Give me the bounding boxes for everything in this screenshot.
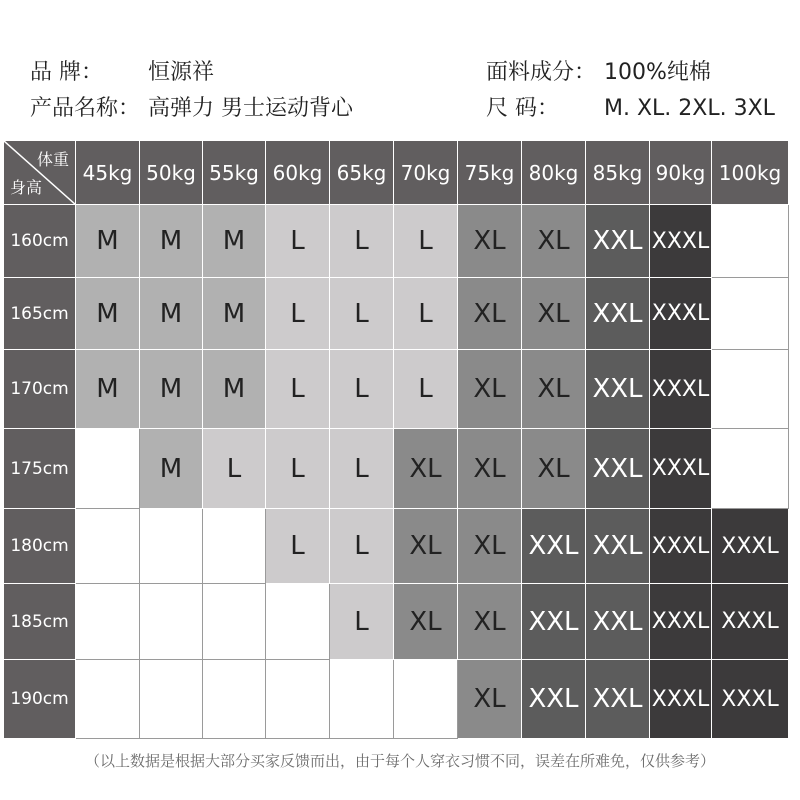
empty-cell xyxy=(76,584,140,660)
size-chart-table xyxy=(3,140,789,739)
empty-cell xyxy=(266,660,330,739)
size-cell: L xyxy=(203,429,266,509)
size-cell: XXL xyxy=(522,660,586,739)
size-cell: XXXL xyxy=(650,660,712,739)
size-cell: M xyxy=(203,350,266,429)
fabric-value: 100%纯棉 xyxy=(604,60,711,85)
empty-cell xyxy=(76,509,140,584)
size-cell: M xyxy=(140,278,203,350)
size-cell: XL xyxy=(522,278,586,350)
size-cell: XXXL xyxy=(712,509,789,584)
table-row xyxy=(4,584,789,660)
size-cell: M xyxy=(76,205,140,278)
empty-cell xyxy=(394,660,458,739)
empty-cell xyxy=(76,660,140,739)
height-header: 190cm xyxy=(4,660,76,739)
weight-header: 75kg xyxy=(458,141,522,205)
size-cell: XL xyxy=(458,278,522,350)
size-cell: M xyxy=(76,278,140,350)
size-cell: M xyxy=(140,350,203,429)
size-cell: XL xyxy=(394,509,458,584)
height-header: 185cm xyxy=(4,584,76,660)
size-cell: XXL xyxy=(586,205,650,278)
size-cell: XXXL xyxy=(712,660,789,739)
weight-header: 60kg xyxy=(266,141,330,205)
weight-header: 80kg xyxy=(522,141,586,205)
size-info xyxy=(486,94,775,124)
weight-header: 70kg xyxy=(394,141,458,205)
corner-weight-label: 体重 xyxy=(36,150,69,169)
size-value: M. XL. 2XL. 3XL xyxy=(604,96,775,121)
size-cell: L xyxy=(330,584,394,660)
table-row xyxy=(4,350,789,429)
empty-cell xyxy=(140,660,203,739)
size-cell: XL xyxy=(458,584,522,660)
height-header: 160cm xyxy=(4,205,76,278)
size-cell: L xyxy=(394,350,458,429)
size-cell: XXXL xyxy=(650,278,712,350)
empty-cell xyxy=(712,205,789,278)
empty-cell xyxy=(266,584,330,660)
fabric-label: 面料成分： xyxy=(486,60,597,85)
empty-cell xyxy=(140,509,203,584)
size-cell: L xyxy=(330,278,394,350)
size-cell: XXL xyxy=(522,584,586,660)
size-cell: L xyxy=(330,429,394,509)
product-name-value: 高弹力 男士运动背心 xyxy=(148,96,353,121)
size-cell: XXL xyxy=(586,509,650,584)
brand-label: 品 牌： xyxy=(30,60,103,85)
size-cell: XXL xyxy=(586,429,650,509)
table-row xyxy=(4,509,789,584)
empty-cell xyxy=(330,660,394,739)
size-cell: XXL xyxy=(586,350,650,429)
table-row xyxy=(4,429,789,509)
size-cell: XL xyxy=(522,429,586,509)
empty-cell xyxy=(203,509,266,584)
size-cell: XL xyxy=(522,350,586,429)
empty-cell xyxy=(712,278,789,350)
size-cell: L xyxy=(266,429,330,509)
size-cell: L xyxy=(330,205,394,278)
brand-value: 恒源祥 xyxy=(148,60,215,85)
size-cell: L xyxy=(266,278,330,350)
weight-header: 50kg xyxy=(140,141,203,205)
empty-cell xyxy=(203,584,266,660)
size-cell: L xyxy=(330,350,394,429)
table-row xyxy=(4,660,789,739)
size-cell: XXL xyxy=(586,584,650,660)
size-cell: XXXL xyxy=(650,584,712,660)
size-cell: XXXL xyxy=(650,429,712,509)
size-cell: XXXL xyxy=(712,584,789,660)
size-cell: L xyxy=(394,205,458,278)
size-cell: M xyxy=(140,205,203,278)
brand-info xyxy=(30,58,214,88)
weight-header: 90kg xyxy=(650,141,712,205)
footnote: （以上数据是根据大部分买家反馈而出，由于每个人穿衣习惯不同，误差在所难免，仅供参考） xyxy=(84,752,715,770)
size-cell: XXL xyxy=(586,278,650,350)
empty-cell xyxy=(712,429,789,509)
size-cell: XL xyxy=(458,429,522,509)
fabric-info xyxy=(486,58,711,88)
size-cell: XL xyxy=(522,205,586,278)
product-name-label: 产品名称： xyxy=(30,96,141,121)
size-label: 尺 码： xyxy=(486,96,559,121)
height-header: 165cm xyxy=(4,278,76,350)
height-header: 180cm xyxy=(4,509,76,584)
size-cell: XXXL xyxy=(650,509,712,584)
empty-cell xyxy=(712,350,789,429)
size-cell: L xyxy=(330,509,394,584)
size-cell: XXXL xyxy=(650,350,712,429)
size-cell: XL xyxy=(458,509,522,584)
product-name-info xyxy=(30,94,353,124)
weight-header: 85kg xyxy=(586,141,650,205)
size-cell: M xyxy=(76,350,140,429)
size-cell: XL xyxy=(394,584,458,660)
size-cell: M xyxy=(203,205,266,278)
height-header: 175cm xyxy=(4,429,76,509)
size-cell: XL xyxy=(458,205,522,278)
table-corner xyxy=(4,141,76,205)
empty-cell xyxy=(76,429,140,509)
table-row xyxy=(4,205,789,278)
size-cell: L xyxy=(394,278,458,350)
weight-header: 100kg xyxy=(712,141,789,205)
size-cell: L xyxy=(266,509,330,584)
weight-header: 45kg xyxy=(76,141,140,205)
empty-cell xyxy=(140,584,203,660)
size-cell: XL xyxy=(394,429,458,509)
corner-height-label: 身高 xyxy=(10,178,43,197)
size-cell: M xyxy=(140,429,203,509)
size-cell: XXL xyxy=(586,660,650,739)
weight-header: 55kg xyxy=(203,141,266,205)
size-cell: M xyxy=(203,278,266,350)
size-cell: XXL xyxy=(522,509,586,584)
weight-header-row xyxy=(4,141,789,205)
table-row xyxy=(4,278,789,350)
size-cell: XXXL xyxy=(650,205,712,278)
size-cell: L xyxy=(266,350,330,429)
weight-header: 65kg xyxy=(330,141,394,205)
size-cell: XL xyxy=(458,660,522,739)
size-cell: XL xyxy=(458,350,522,429)
size-cell: L xyxy=(266,205,330,278)
empty-cell xyxy=(203,660,266,739)
height-header: 170cm xyxy=(4,350,76,429)
